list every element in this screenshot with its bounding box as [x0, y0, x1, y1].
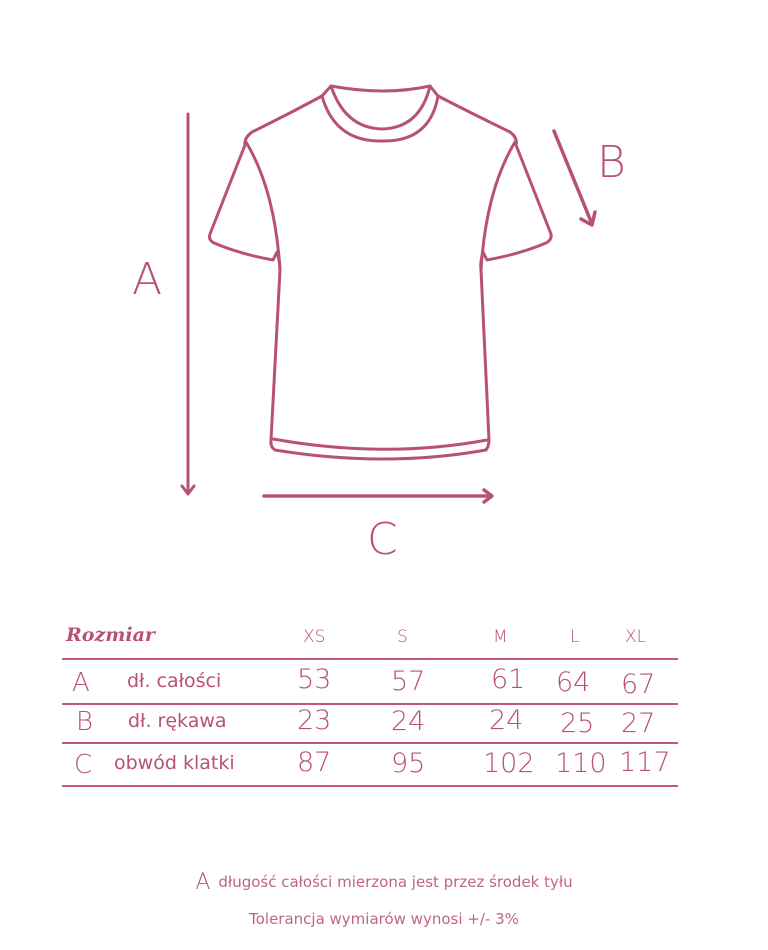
table-divider [62, 785, 678, 787]
dimension-arrow-a-icon [182, 114, 194, 494]
value-l: 25 [560, 708, 595, 739]
value-s: 57 [391, 666, 426, 697]
value-xl: 117 [619, 747, 671, 778]
value-xs: 87 [297, 747, 332, 778]
value-s: 24 [391, 706, 426, 737]
size-header-xs: XS [303, 627, 326, 647]
value-l: 64 [556, 667, 591, 698]
size-header-l: L [570, 627, 580, 647]
dimension-label-a: A [132, 254, 163, 305]
row-letter: A [72, 668, 90, 698]
size-header-xl: XL [625, 627, 647, 647]
size-header-s: S [397, 627, 408, 647]
footnote-tolerance: Tolerancja wymiarów wynosi +/- 3% [249, 910, 519, 928]
table-divider [62, 658, 678, 660]
size-header-m: M [493, 627, 508, 647]
dimension-arrow-b-icon [554, 131, 595, 225]
value-xl: 27 [621, 708, 656, 739]
value-m: 61 [491, 664, 526, 695]
dimension-label-c: C [367, 514, 398, 565]
value-xl: 67 [621, 669, 656, 700]
value-m: 102 [483, 748, 535, 779]
dimension-label-b: B [597, 137, 626, 188]
size-table-title: Rozmiar [66, 624, 155, 646]
value-xs: 53 [297, 664, 332, 695]
table-divider [62, 742, 678, 744]
dimension-arrow-c-icon [264, 490, 492, 502]
row-name: dł. rękawa [128, 710, 227, 732]
footnote-letter: A [195, 870, 211, 895]
footnote-text: długość całości mierzona jest przez środek tyłu [218, 873, 573, 891]
value-xs: 23 [297, 705, 332, 736]
value-l: 110 [555, 748, 607, 779]
row-name: dł. całości [127, 670, 222, 692]
row-letter: B [76, 707, 94, 737]
footnote-measurement [0, 870, 768, 895]
row-letter: C [74, 750, 93, 780]
value-s: 95 [391, 748, 426, 779]
row-name: obwód klatki [114, 752, 235, 774]
table-divider [62, 703, 678, 705]
value-m: 24 [489, 705, 524, 736]
